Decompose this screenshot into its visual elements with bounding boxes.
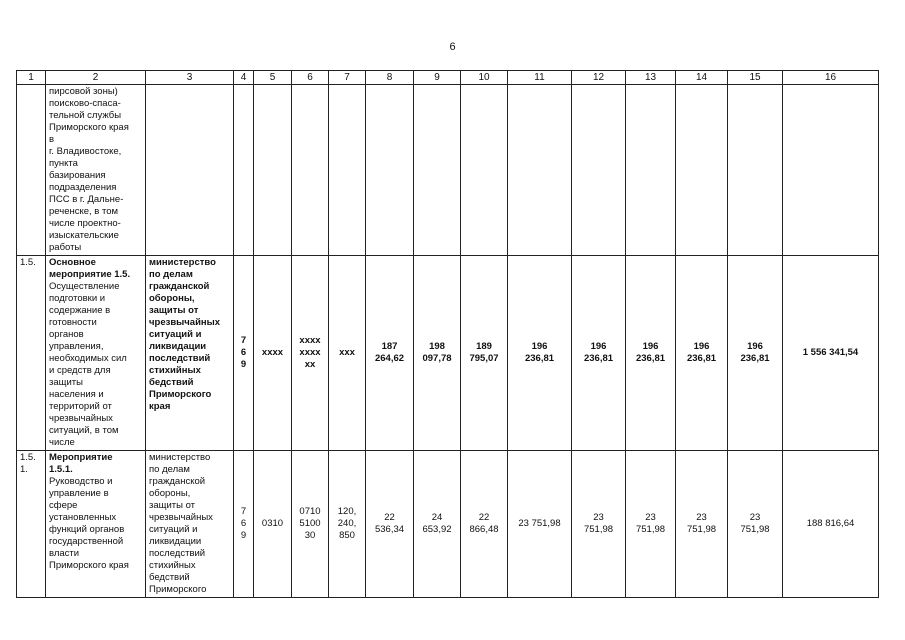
header-cell: 13 bbox=[626, 71, 676, 85]
cell-executor bbox=[146, 85, 234, 256]
header-cell: 7 bbox=[329, 71, 366, 85]
cell bbox=[626, 85, 676, 256]
cell bbox=[783, 85, 879, 256]
cell-number: 1.5. 1. bbox=[17, 451, 46, 598]
page-number: 6 bbox=[449, 41, 456, 53]
cell bbox=[292, 85, 329, 256]
cell-col7: 120, 240, 850 bbox=[329, 451, 366, 598]
header-cell: 10 bbox=[461, 71, 508, 85]
cell-col11: 23 751,98 bbox=[508, 451, 572, 598]
header-cell: 15 bbox=[728, 71, 783, 85]
cell-col13: 196 236,81 bbox=[626, 256, 676, 451]
cell-col11: 196 236,81 bbox=[508, 256, 572, 451]
cell bbox=[572, 85, 626, 256]
cell bbox=[234, 85, 254, 256]
header-cell: 6 bbox=[292, 71, 329, 85]
header-row bbox=[17, 71, 879, 85]
table-row-continuation bbox=[17, 85, 879, 256]
header-cell: 2 bbox=[46, 71, 146, 85]
budget-table bbox=[16, 70, 879, 598]
cell-col7: ххх bbox=[329, 256, 366, 451]
cell-col12: 23 751,98 bbox=[572, 451, 626, 598]
cell bbox=[676, 85, 728, 256]
cell bbox=[728, 85, 783, 256]
cell-col9: 24 653,92 bbox=[414, 451, 461, 598]
cell-col10: 189 795,07 bbox=[461, 256, 508, 451]
cell-col15: 23 751,98 bbox=[728, 451, 783, 598]
header-cell: 12 bbox=[572, 71, 626, 85]
header-cell: 4 bbox=[234, 71, 254, 85]
cell bbox=[329, 85, 366, 256]
cell-col8: 187 264,62 bbox=[366, 256, 414, 451]
cell-col13: 23 751,98 bbox=[626, 451, 676, 598]
header-cell: 9 bbox=[414, 71, 461, 85]
header-cell: 1 bbox=[17, 71, 46, 85]
cell-executor: министерство по делам гражданской обороны, защиты от чрезвычайных ситуаций и ликвидации последствий стихийных бедствий Приморского bbox=[146, 451, 234, 598]
header-cell: 5 bbox=[254, 71, 292, 85]
cell-col6: хххх хххх хх bbox=[292, 256, 329, 451]
cell-total: 1 556 341,54 bbox=[783, 256, 879, 451]
activity-description: Руководство и управление в сфере установленных функций органов государственной власти Приморского края bbox=[49, 476, 129, 571]
cell-col10: 22 866,48 bbox=[461, 451, 508, 598]
cell-col12: 196 236,81 bbox=[572, 256, 626, 451]
header-cell: 11 bbox=[508, 71, 572, 85]
cell-activity-name bbox=[46, 451, 146, 598]
cell-col9: 198 097,78 bbox=[414, 256, 461, 451]
cell-number bbox=[17, 85, 46, 256]
cell-col14: 23 751,98 bbox=[676, 451, 728, 598]
cell-number: 1.5. bbox=[17, 256, 46, 451]
cell-activity-name bbox=[46, 256, 146, 451]
cell-executor: министерство по делам гражданской обороны, защиты от чрезвычайных ситуаций и ликвидации последствий стихийных бедствий Приморского края bbox=[146, 256, 234, 451]
activity-title: Мероприятие 1.5.1. bbox=[49, 452, 113, 475]
activity-title: Основное мероприятие 1.5. bbox=[49, 257, 131, 280]
cell-col5: хххх bbox=[254, 256, 292, 451]
cell-col4: 7 6 9 bbox=[234, 256, 254, 451]
cell bbox=[508, 85, 572, 256]
cell bbox=[461, 85, 508, 256]
cell-activity-name: пирсовой зоны) поисково-спаса- тельной службы Приморского края в г. Владивостоке, пункта базирования подразделения ПСС в г. Дальне- реченске, в том числе проектно- изыскательские работы bbox=[46, 85, 146, 256]
header-cell: 16 bbox=[783, 71, 879, 85]
cell bbox=[414, 85, 461, 256]
cell bbox=[366, 85, 414, 256]
cell-col4: 7 6 9 bbox=[234, 451, 254, 598]
cell-col14: 196 236,81 bbox=[676, 256, 728, 451]
cell bbox=[254, 85, 292, 256]
cell-total: 188 816,64 bbox=[783, 451, 879, 598]
activity-description: Осуществление подготовки и содержание в готовности органов управления, необходимых сил и средств для защиты населения и территорий от чрезвычайных ситуаций, в том числе bbox=[49, 281, 127, 448]
table-row-1-5 bbox=[17, 256, 879, 451]
cell-col6: 0710 5100 30 bbox=[292, 451, 329, 598]
cell-col5: 0310 bbox=[254, 451, 292, 598]
cell-col15: 196 236,81 bbox=[728, 256, 783, 451]
cell-col8: 22 536,34 bbox=[366, 451, 414, 598]
table-row-1-5-1 bbox=[17, 451, 879, 598]
header-cell: 3 bbox=[146, 71, 234, 85]
header-cell: 14 bbox=[676, 71, 728, 85]
header-cell: 8 bbox=[366, 71, 414, 85]
